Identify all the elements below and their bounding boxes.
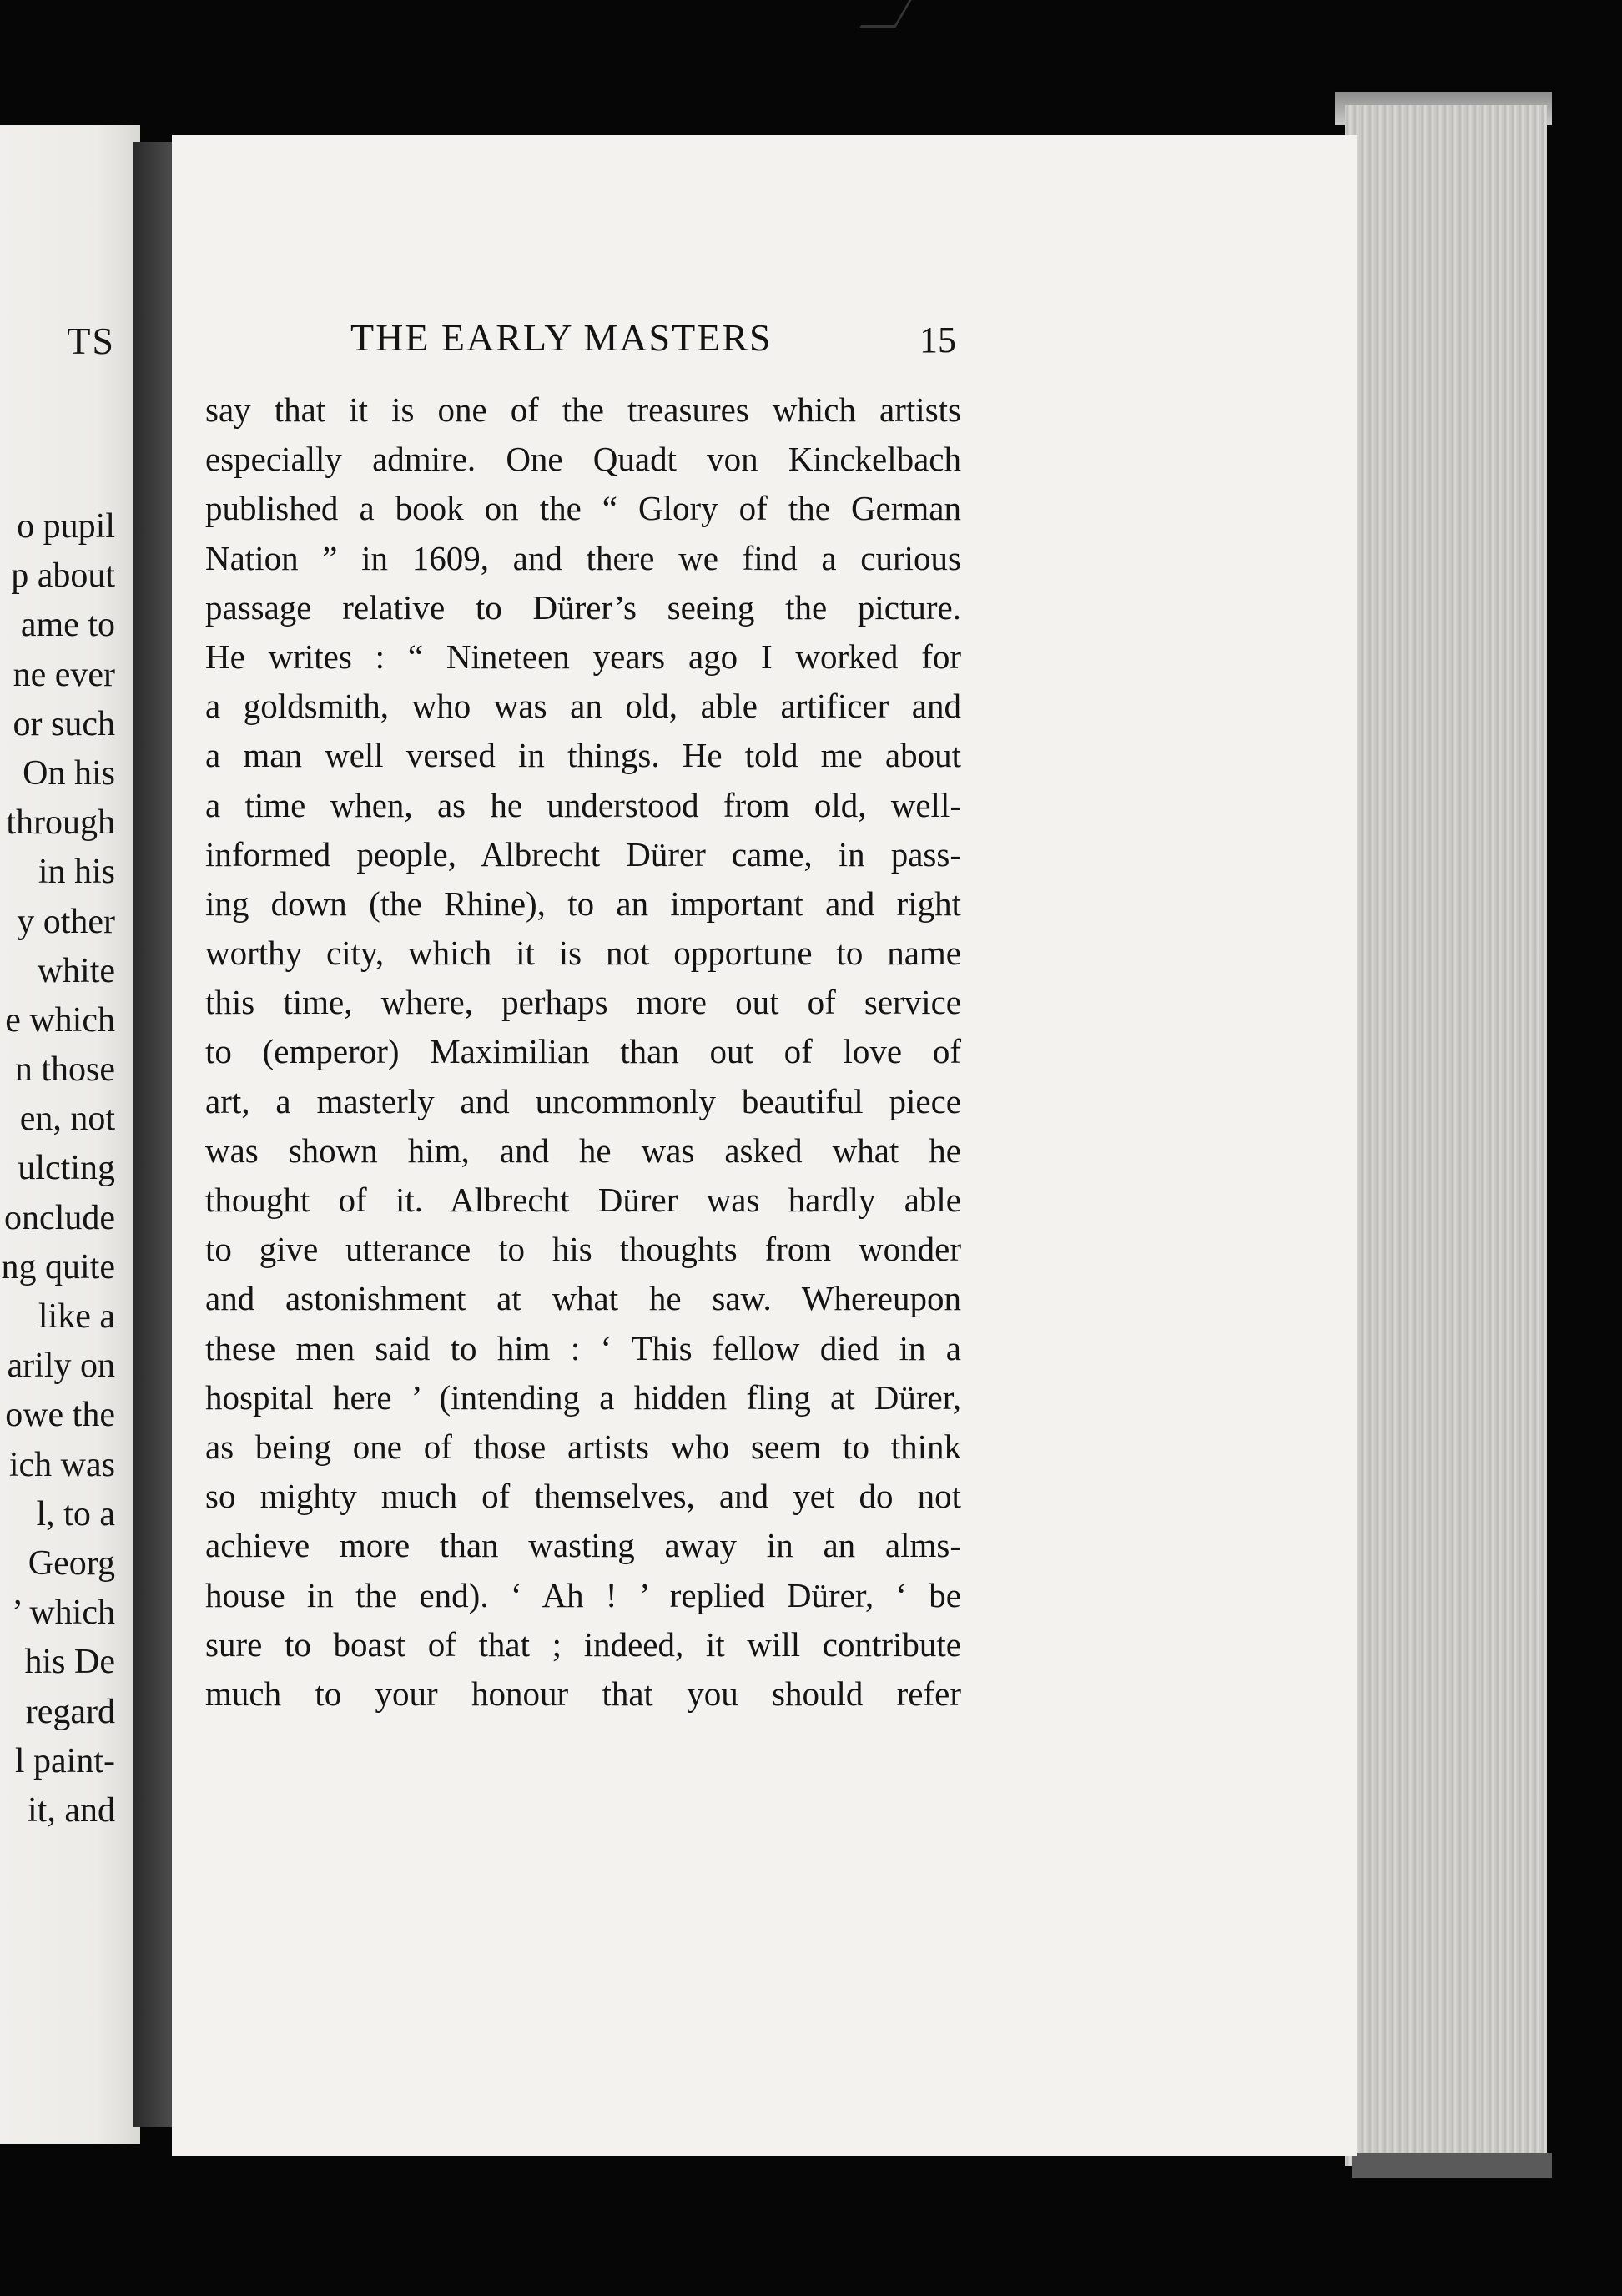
text-line: He writes : “ Nineteen years ago I worked for (205, 637, 961, 676)
page-number: 15 (919, 320, 956, 360)
text-line: so mighty much of themselves, and yet do not (205, 1477, 961, 1516)
left-line: his De (24, 1643, 115, 1682)
text-line: a man well versed in things. He told me about (205, 736, 961, 775)
page-block-bottom (1352, 2152, 1552, 2178)
left-line: ulcting (18, 1149, 115, 1188)
text-line: say that it is one of the treasures which artists (205, 390, 961, 429)
text-line: published a book on the “ Glory of the German (205, 489, 961, 528)
left-line: l, to a (36, 1494, 115, 1533)
left-page-text (2, 502, 115, 1835)
text-line: Nation ” in 1609, and there we find a curious (205, 538, 961, 577)
text-line: achieve more than wasting away in an alms- (205, 1526, 961, 1565)
text-line: thought of it. Albrecht Dürer was hardly able (205, 1181, 961, 1219)
left-line: n those (14, 1050, 115, 1090)
left-line: or such (13, 704, 115, 743)
text-line: these men said to him : ‘ This fellow died in a (205, 1328, 961, 1367)
text-line: art, a masterly and uncommonly beautiful piece (205, 1081, 961, 1120)
left-line: y other (17, 902, 115, 941)
page-block-edges (1345, 105, 1547, 2166)
text-line: a goldsmith, who was an old, able artificer and (205, 687, 961, 726)
left-line: arily on (7, 1347, 115, 1386)
left-line: o pupil (17, 507, 115, 546)
left-facing-page (0, 125, 140, 2144)
left-line: e which (5, 1000, 115, 1040)
text-line: hospital here ’ (intending a hidden fling at Dürer, (205, 1377, 961, 1417)
text-line: sure to boast of that ; indeed, it will contribute (205, 1624, 961, 1664)
left-line: through (6, 803, 115, 843)
left-line: ame to (20, 606, 115, 645)
left-line: en, not (19, 1100, 115, 1139)
left-line: ng quite (1, 1247, 115, 1286)
text-line: was shown him, and he was asked what he (205, 1130, 961, 1170)
text-line: informed people, Albrecht Dürer came, in pass- (205, 834, 961, 874)
left-line: l paint- (14, 1741, 115, 1780)
left-line: white (37, 951, 115, 990)
body-text (205, 385, 961, 1719)
left-line: Georg (28, 1543, 115, 1583)
text-line: to give utterance to his thoughts from wonder (205, 1230, 961, 1269)
text-line: ing down (the Rhine), to an important and right (205, 884, 961, 923)
left-line: On his (23, 753, 115, 793)
left-line: ne ever (13, 655, 115, 694)
text-line: this time, where, perhaps more out of service (205, 983, 961, 1022)
left-line: ich was (8, 1445, 115, 1484)
text-line: worthy city, which it is not opportune to name (205, 934, 961, 973)
text-line: to (emperor) Maximilian than out of love of (205, 1032, 961, 1071)
running-head: THE EARLY MASTERS (350, 316, 773, 359)
text-line: and astonishment at what he saw. Whereupon (205, 1279, 961, 1318)
left-line: p about (11, 556, 115, 596)
left-line: in his (38, 853, 115, 892)
text-line: especially admire. One Quadt von Kinckelbach (205, 440, 961, 479)
left-line: regard (25, 1692, 115, 1731)
text-line: a time when, as he understood from old, well- (205, 785, 961, 824)
left-line: owe the (5, 1396, 115, 1435)
left-running-head: TS (67, 320, 115, 362)
left-line: onclude (4, 1198, 115, 1237)
left-line: like a (38, 1297, 115, 1336)
text-line: as being one of those artists who seem to think (205, 1427, 961, 1466)
text-line: much to your honour that you should refer (205, 1674, 961, 1713)
scan-mark (859, 0, 911, 28)
text-line: passage relative to Dürer’s seeing the picture. (205, 587, 961, 627)
left-line: ’ which (11, 1594, 115, 1633)
text-line: house in the end). ‘ Ah ! ’ replied Dürer, ‘ be (205, 1575, 961, 1614)
left-line: it, and (28, 1790, 115, 1830)
